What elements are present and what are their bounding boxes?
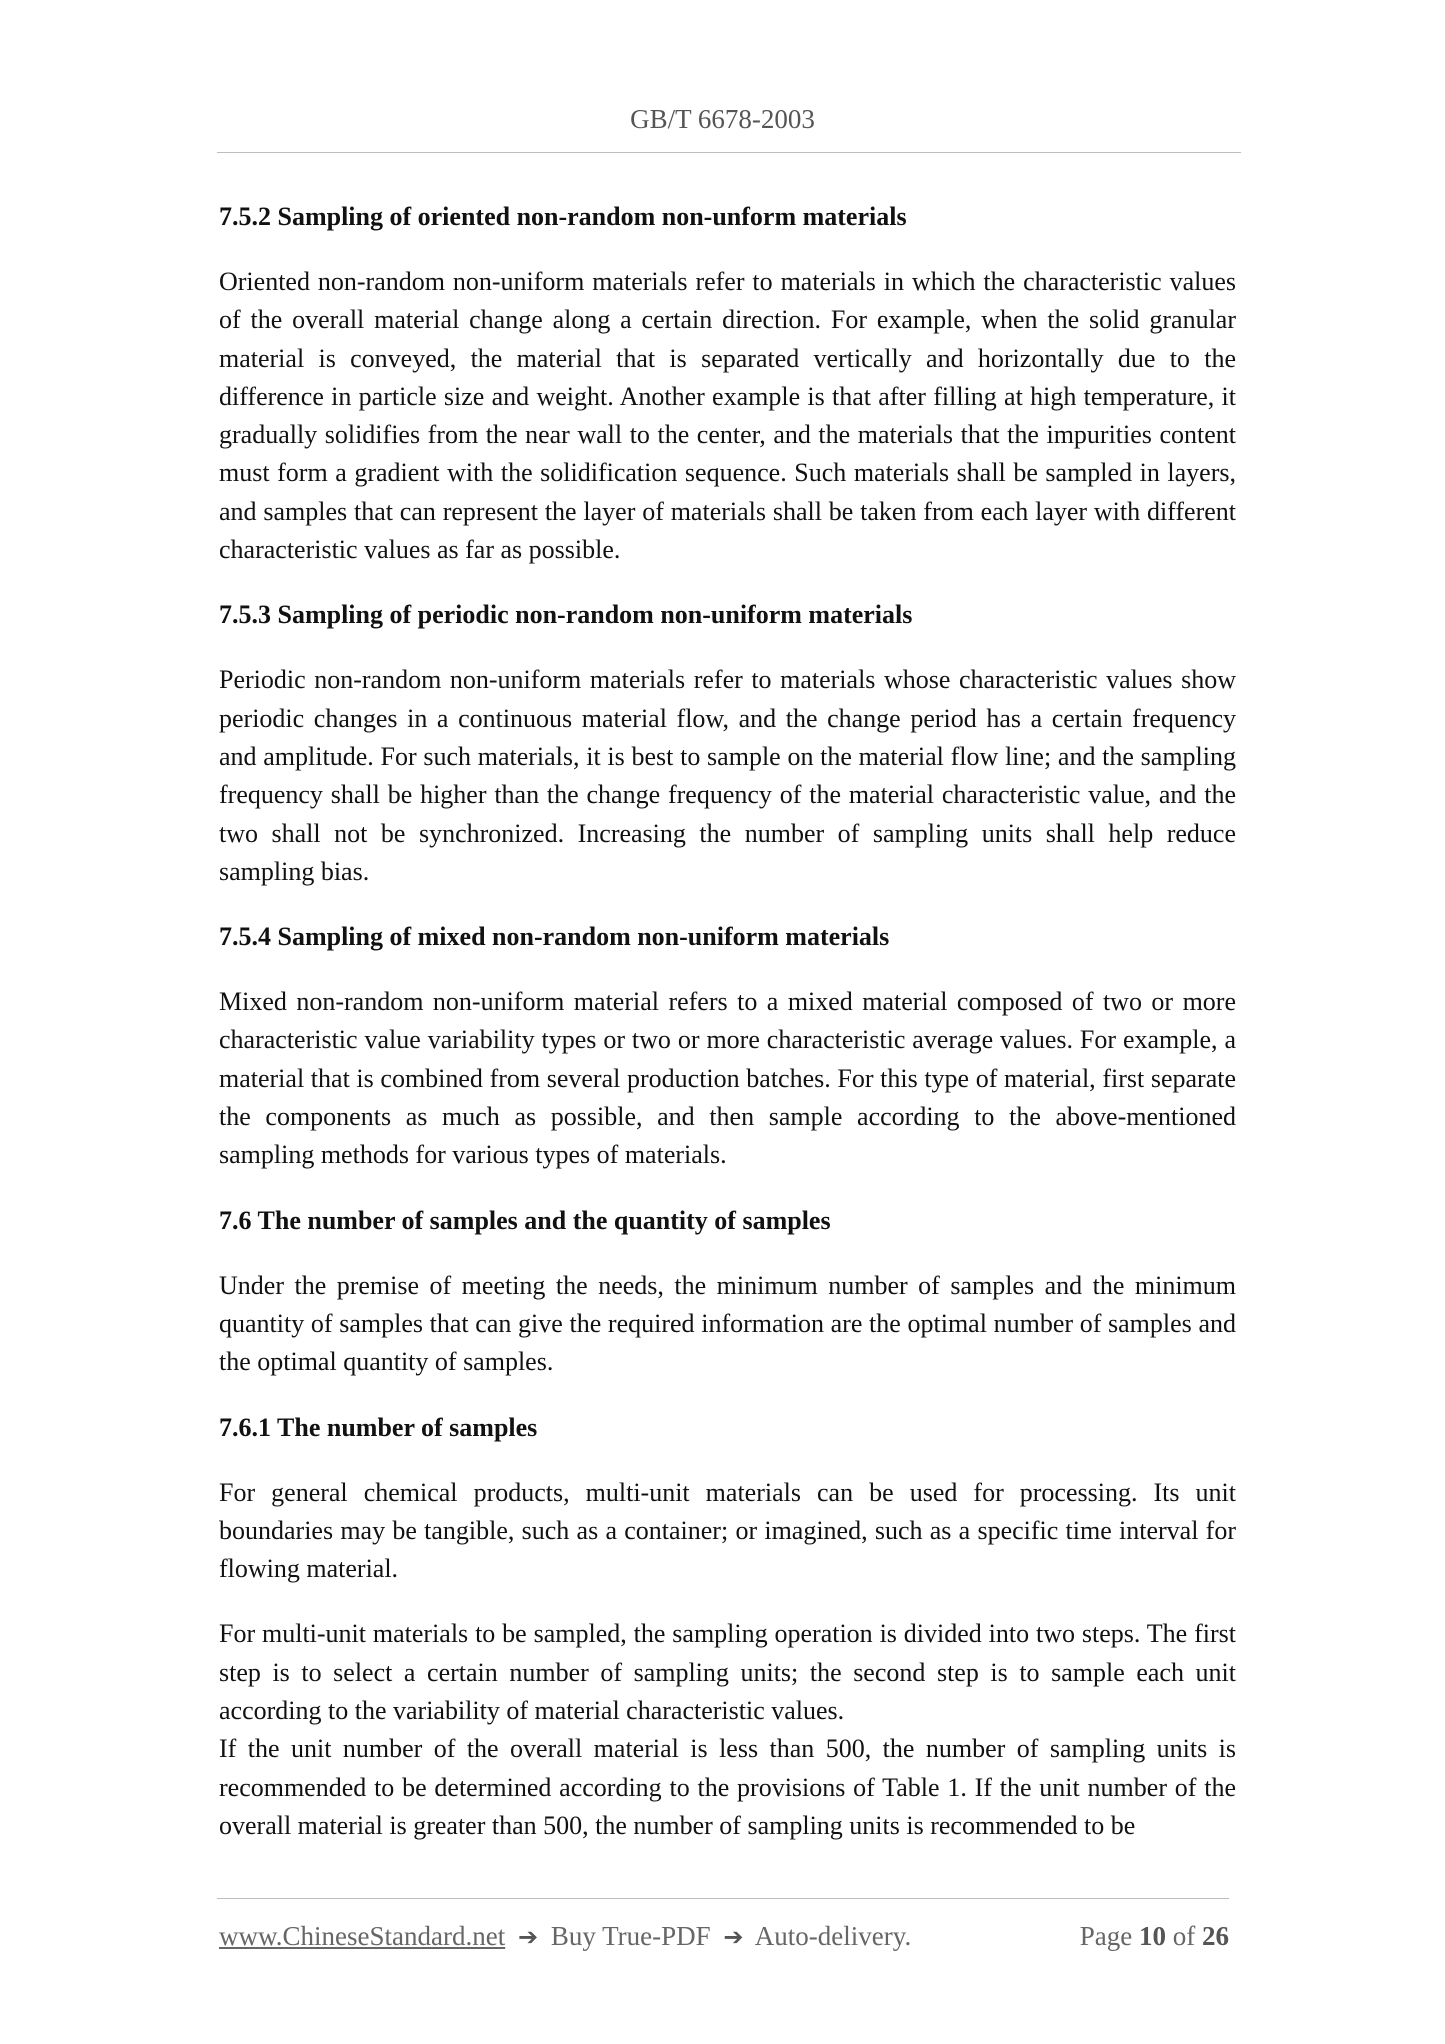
- header-divider: [217, 152, 1241, 153]
- section-heading-7-6: 7.6 The number of samples and the quantity of samples: [219, 1205, 831, 1235]
- section-heading-7-5-4: 7.5.4 Sampling of mixed non-random non-uniform materials: [219, 922, 890, 952]
- right-arrow-icon: ➔: [517, 1923, 539, 1951]
- current-page-number: 10: [1139, 1921, 1166, 1951]
- footer-divider: [217, 1898, 1229, 1899]
- paragraph-multi-unit-materials: For general chemical products, multi-unit materials can be used for processing. Its unit boundaries may be tangible, such as a container; or imagined, such as a specific time interval for flowing material.: [219, 1477, 1236, 1584]
- auto-delivery-text: Auto-delivery.: [754, 1921, 912, 1951]
- footer-purchase-line: [219, 1921, 911, 1952]
- page-label: Page: [1079, 1921, 1133, 1951]
- paragraph-sampling-steps: For multi-unit materials to be sampled, the sampling operation is divided into two steps. The first step is to select a certain number of sampling units; the second step is to sample each unit according to the variability of material characteristic values.: [219, 1619, 1236, 1726]
- paragraph-optimal-samples: Under the premise of meeting the needs, the minimum number of samples and the minimum quantity of samples that can give the required information are the optimal number of samples and the optimal quantity of samples.: [219, 1270, 1236, 1377]
- section-heading-7-5-2: 7.5.2 Sampling of oriented non-random non-unform materials: [219, 202, 907, 231]
- paragraph-oriented-materials: Oriented non-random non-uniform materials refer to materials in which the characteristic values of the overall material change along a certain direction. For example, when the solid granular material is conveyed, the material that is separated vertically and horizontally due to the difference in particle size and weight. Another example is that after filling at high temperature, it gradually solidifies from the near wall to the center, and the materials that the impurities content must form a gradient with the solidification sequence. Such materials shall be sampled in layers, and samples that can represent the layer of materials shall be taken from each layer with different characteristic values as far as possible.: [219, 267, 1236, 565]
- paragraph-periodic-materials: Periodic non-random non-uniform materials refer to materials whose characteristic values show periodic changes in a continuous material flow, and the change period has a certain frequency and amplitude. For such materials, it is best to sample on the material flow line; and the sampling frequency shall be higher than the change frequency of the material characteristic value, and the two shall not be synchronized. Increasing the number of sampling units shall help reduce sampling bias.: [219, 665, 1236, 886]
- page-indicator: [1080, 1921, 1229, 1952]
- section-heading-7-6-1: 7.6.1 The number of samples: [219, 1412, 538, 1442]
- buy-true-pdf-text: Buy True-PDF: [550, 1921, 711, 1951]
- of-label: of: [1172, 1921, 1196, 1951]
- paragraph-mixed-materials: Mixed non-random non-uniform material refers to a mixed material composed of two or more characteristic value variability types or two or more characteristic average values. For example, a material that is combined from several production batches. For this type of material, first separate the components as much as possible, and then sample according to the above-mentioned sampling methods for various types of materials.: [219, 987, 1236, 1170]
- paragraph-unit-number: If the unit number of the overall material is less than 500, the number of sampling units is recommended to be determined according to the provisions of Table 1. If the unit number of the overall material is greater than 500, the number of sampling units is recommended to be: [219, 1734, 1236, 1840]
- section-heading-7-5-3: 7.5.3 Sampling of periodic non-random non-uniform materials: [219, 600, 913, 630]
- total-pages-number: 26: [1202, 1921, 1229, 1951]
- website-link[interactable]: www.ChineseStandard.net: [219, 1921, 506, 1951]
- document-code-header: GB/T 6678-2003: [630, 104, 815, 134]
- document-body: [219, 198, 1236, 1845]
- right-arrow-icon: ➔: [723, 1923, 744, 1951]
